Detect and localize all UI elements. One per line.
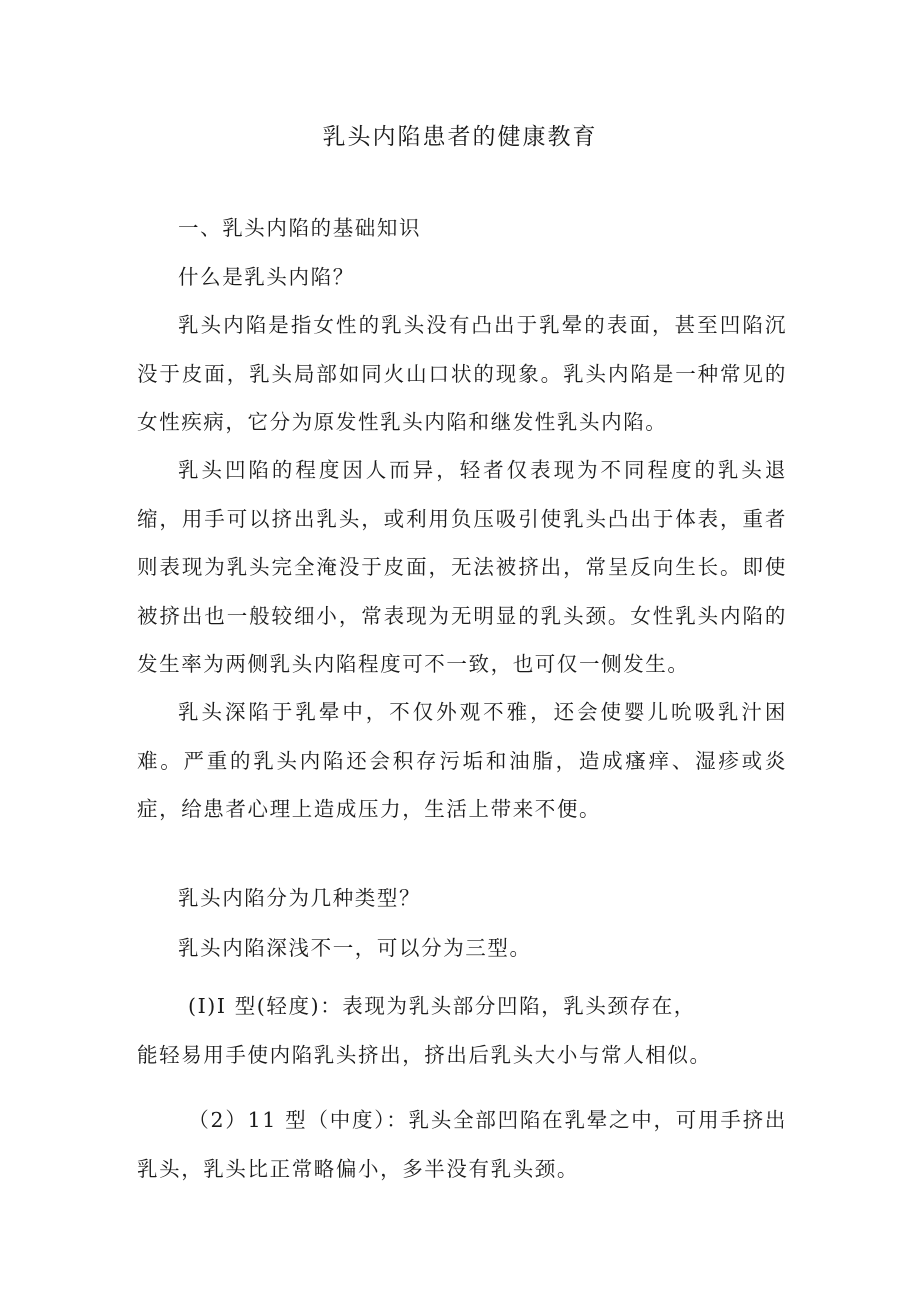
paragraph-effects: 乳头深陷于乳晕中，不仅外观不雅，还会使婴儿吮吸乳汁困难。严重的乳头内陷还会积存污垢和油脂，造成瘙痒、湿疹或炎症，给患者心理上造成压力，生活上带来不便。 xyxy=(137,700,787,821)
question-heading: 什么是乳头内陷？ xyxy=(178,265,355,289)
question-heading: 乳头内陷分为几种类型？ xyxy=(178,886,422,910)
page-title: 乳头内陷患者的健康教育 xyxy=(322,124,598,150)
type-2-paragraph: （2）11 型（中度）：乳头全部凹陷在乳晕之中，可用手挤出乳头，乳头比正常略偏小，多半没有乳头颈。 xyxy=(137,1108,787,1181)
paragraph-definition: 乳头内陷是指女性的乳头没有凸出于乳晕的表面，甚至凹陷沉没于皮面，乳头局部如同火山口状的现象。乳头内陷是一种常见的女性疾病，它分为原发性乳头内陷和继发性乳头内陷。 xyxy=(137,313,787,434)
type-1-line-2: 能轻易用手使内陷乳头挤出，挤出后乳头大小与常人相似。 xyxy=(137,1043,712,1067)
types-intro: 乳头内陷深浅不一，可以分为三型。 xyxy=(178,936,532,960)
paragraph-severity: 乳头凹陷的程度因人而异，轻者仅表现为不同程度的乳头退缩，用手可以挤出乳头，或利用负压吸引使乳头凸出于体表，重者则表现为乳头完全淹没于皮面，无法被挤出，常呈反向生长。即使被挤出也一般较细小，常表现为无明显的乳头颈。女性乳头内陷的发生率为两侧乳头内陷程度可不一致，也可仅一侧发生。 xyxy=(137,458,787,676)
section-heading: 一、乳头内陷的基础知识 xyxy=(178,216,422,240)
type-1-line-1: (I)I 型(轻度)：表现为乳头部分凹陷，乳头颈存在， xyxy=(188,994,696,1018)
